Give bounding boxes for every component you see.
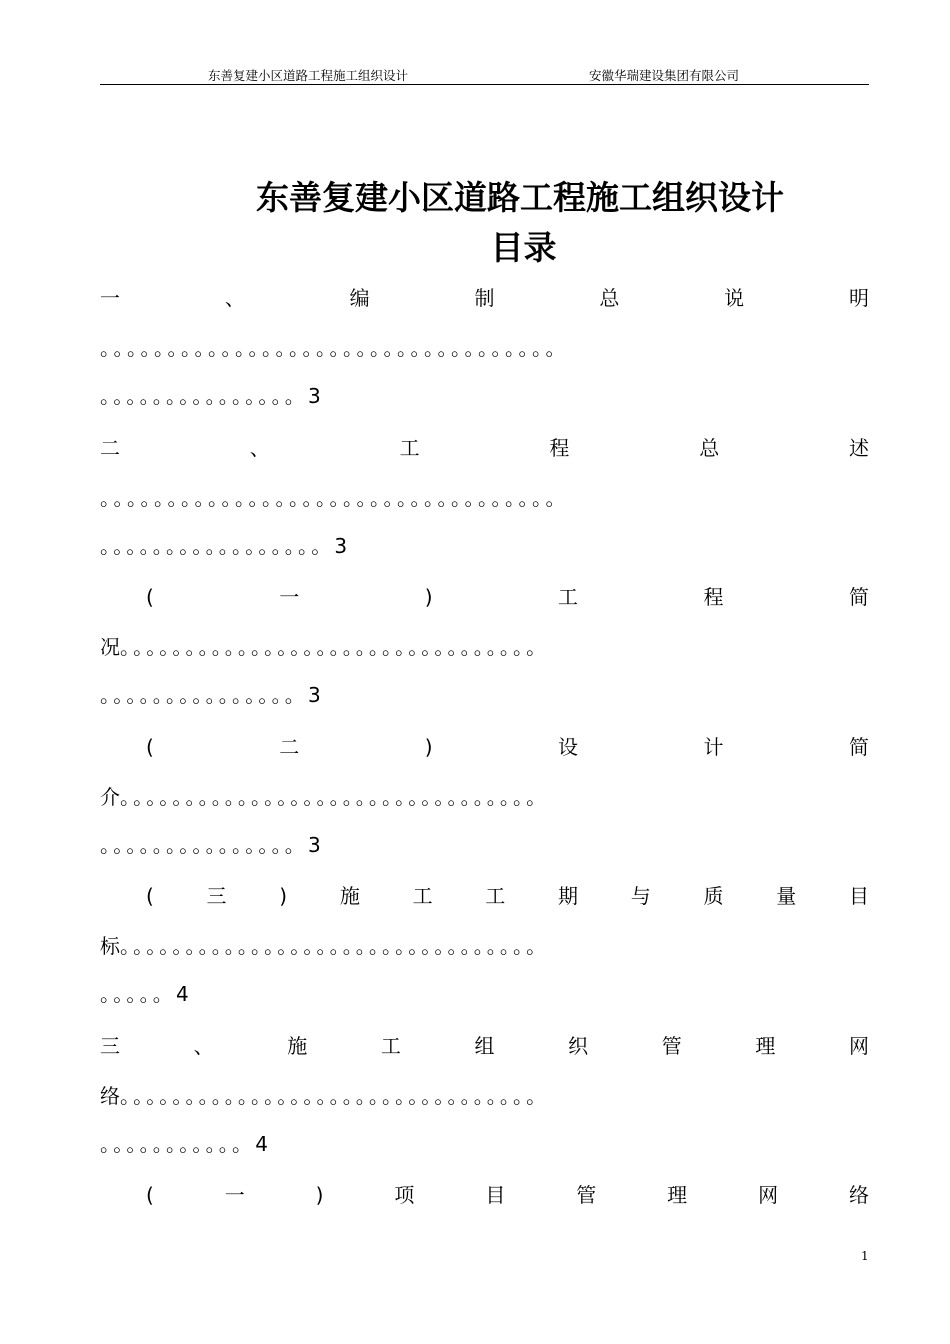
toc-trailing-dots: 。。。。。。。。。。。。。。。	[100, 384, 308, 408]
toc-page-line	[100, 830, 869, 860]
toc-heading-char: 项	[394, 1183, 415, 1207]
toc-heading-char: 、	[249, 435, 270, 460]
toc-heading-char: (	[146, 585, 154, 609]
toc-leader-dots: 。。。。。。。。。。。。。。。。。。。。。。。。。。。。。。。。	[120, 1083, 550, 1108]
toc-heading-char: (	[146, 734, 154, 759]
toc-heading-char: 一	[100, 286, 120, 310]
toc-trailing-dots: 。。。。。。。。。。。。。。。	[100, 683, 308, 707]
toc-heading-char: 编	[349, 286, 370, 310]
toc-entry-heading[interactable]	[146, 1180, 869, 1210]
toc-heading-char: 期	[558, 884, 579, 908]
toc-page-line	[100, 531, 869, 561]
toc-heading-char: 络	[849, 1183, 869, 1207]
toc-heading-char: 一	[224, 1183, 245, 1207]
toc-heading-char: 工	[380, 1033, 401, 1058]
toc-heading-char: 目	[485, 1183, 506, 1207]
toc-page-number[interactable]: 4	[255, 1131, 268, 1156]
toc-heading-char: (	[146, 1183, 154, 1207]
toc-heading-char: 理	[667, 1183, 688, 1207]
toc-heading-char: 二	[100, 435, 120, 460]
toc-heading-char: 二	[279, 734, 300, 759]
toc-heading-char: 管	[576, 1183, 597, 1207]
toc-heading-char: 简	[848, 585, 869, 609]
header-company-name: 安徽华瑞建设集团有限公司	[589, 68, 740, 83]
toc-leader-dots: 。。。。。。。。。。。。。。。。。。。。。。。。。。。。。。。。	[120, 784, 550, 809]
toc-heading: 目录	[490, 228, 557, 267]
toc-heading-char: (	[146, 884, 154, 908]
toc-page-number[interactable]: 4	[176, 982, 189, 1006]
toc-heading-char: 、	[193, 1033, 214, 1058]
toc-page-line	[100, 381, 869, 411]
document-title: 东善复建小区道路工程施工组织设计	[256, 178, 784, 217]
toc-heading-char: 程	[549, 435, 570, 460]
toc-heading-char: 、	[224, 286, 245, 310]
toc-trailing-dots: 。。。。。。。。。。。	[100, 1131, 256, 1156]
toc-entry-heading[interactable]	[100, 433, 869, 463]
toc-heading-char: 总	[599, 286, 620, 310]
toc-leader-dots: 。。。。。。。。。。。。。。。。。。。。。。。。。。。。。。。。。。	[100, 485, 569, 510]
toc-heading-char: )	[424, 585, 433, 609]
toc-page-number[interactable]: 3	[308, 832, 321, 857]
header-project-title: 东善复建小区道路工程施工组织设计	[208, 68, 409, 83]
toc-heading-char: )	[279, 884, 288, 908]
toc-trailing-dots: 。。。。。。。。。。。。。。。	[100, 832, 308, 857]
toc-heading-char: 工	[485, 884, 506, 908]
toc-heading-char: 与	[630, 884, 651, 908]
toc-heading-char: 述	[848, 435, 869, 460]
toc-page-line	[100, 979, 869, 1009]
toc-trailing-dots: 。。。。。	[100, 982, 176, 1006]
toc-page-number[interactable]: 3	[308, 683, 321, 707]
toc-heading-char: 工	[412, 884, 433, 908]
toc-heading-char: 理	[755, 1033, 776, 1058]
toc-leader-line	[100, 1081, 869, 1111]
toc-entry-heading[interactable]	[146, 582, 869, 612]
toc-leader-line	[100, 632, 869, 662]
toc-entry-heading[interactable]	[146, 732, 869, 762]
toc-leader-line	[100, 782, 869, 812]
toc-heading-char: )	[315, 1183, 324, 1207]
toc-heading-char: 设	[558, 734, 579, 759]
page-header	[100, 66, 869, 85]
toc-heading-tail: 况	[100, 635, 120, 659]
toc-heading-char: 质	[703, 884, 724, 908]
toc-heading-char: 制	[474, 286, 495, 310]
toc-leader-line	[100, 931, 869, 961]
toc-leader-line	[100, 483, 869, 513]
toc-heading-char: 量	[776, 884, 797, 908]
toc-page-number[interactable]: 3	[334, 533, 348, 558]
toc-heading-char: 管	[661, 1033, 682, 1058]
toc-leader-dots: 。。。。。。。。。。。。。。。。。。。。。。。。。。。。。。。。	[120, 635, 550, 659]
toc-heading-char: 施	[339, 884, 360, 908]
toc-heading-char: 网	[758, 1183, 779, 1207]
toc-entry-heading[interactable]	[100, 283, 869, 313]
toc-heading-char: 计	[703, 734, 724, 759]
toc-heading-char: 说	[724, 286, 745, 310]
toc-heading-char: 总	[699, 435, 720, 460]
toc-leader-dots: 。。。。。。。。。。。。。。。。。。。。。。。。。。。。。。。。。。	[100, 336, 569, 360]
toc-heading-char: 工	[399, 435, 420, 460]
toc-heading-char: 织	[568, 1033, 589, 1058]
toc-entry-heading[interactable]	[100, 1031, 869, 1061]
toc-page-number[interactable]: 3	[308, 384, 321, 408]
toc-heading-char: 一	[279, 585, 300, 609]
toc-page-line	[100, 1129, 869, 1159]
toc-heading-char: 施	[287, 1033, 308, 1058]
toc-heading-tail: 标	[100, 934, 120, 958]
toc-heading-tail: 介	[100, 784, 120, 809]
toc-page-line	[100, 680, 869, 710]
toc-heading-char: 简	[848, 734, 869, 759]
toc-heading-char: )	[424, 734, 433, 759]
toc-heading-char: 组	[474, 1033, 495, 1058]
toc-heading-char: 目	[848, 884, 869, 908]
toc-heading-char: 三	[100, 1033, 120, 1058]
toc-entry-heading[interactable]	[146, 881, 869, 911]
toc-heading-char: 网	[849, 1033, 869, 1058]
toc-heading-char: 程	[703, 585, 724, 609]
toc-heading-char: 明	[848, 286, 869, 310]
toc-heading-char: 工	[558, 585, 579, 609]
toc-trailing-dots: 。。。。。。。。。。。。。。。。。	[100, 533, 335, 558]
toc-leader-dots: 。。。。。。。。。。。。。。。。。。。。。。。。。。。。。。。。	[120, 934, 550, 958]
toc-leader-line	[100, 333, 869, 363]
toc-heading-char: 三	[206, 884, 227, 908]
toc-heading-tail: 络	[100, 1083, 120, 1108]
page-number: 1	[861, 1249, 869, 1263]
